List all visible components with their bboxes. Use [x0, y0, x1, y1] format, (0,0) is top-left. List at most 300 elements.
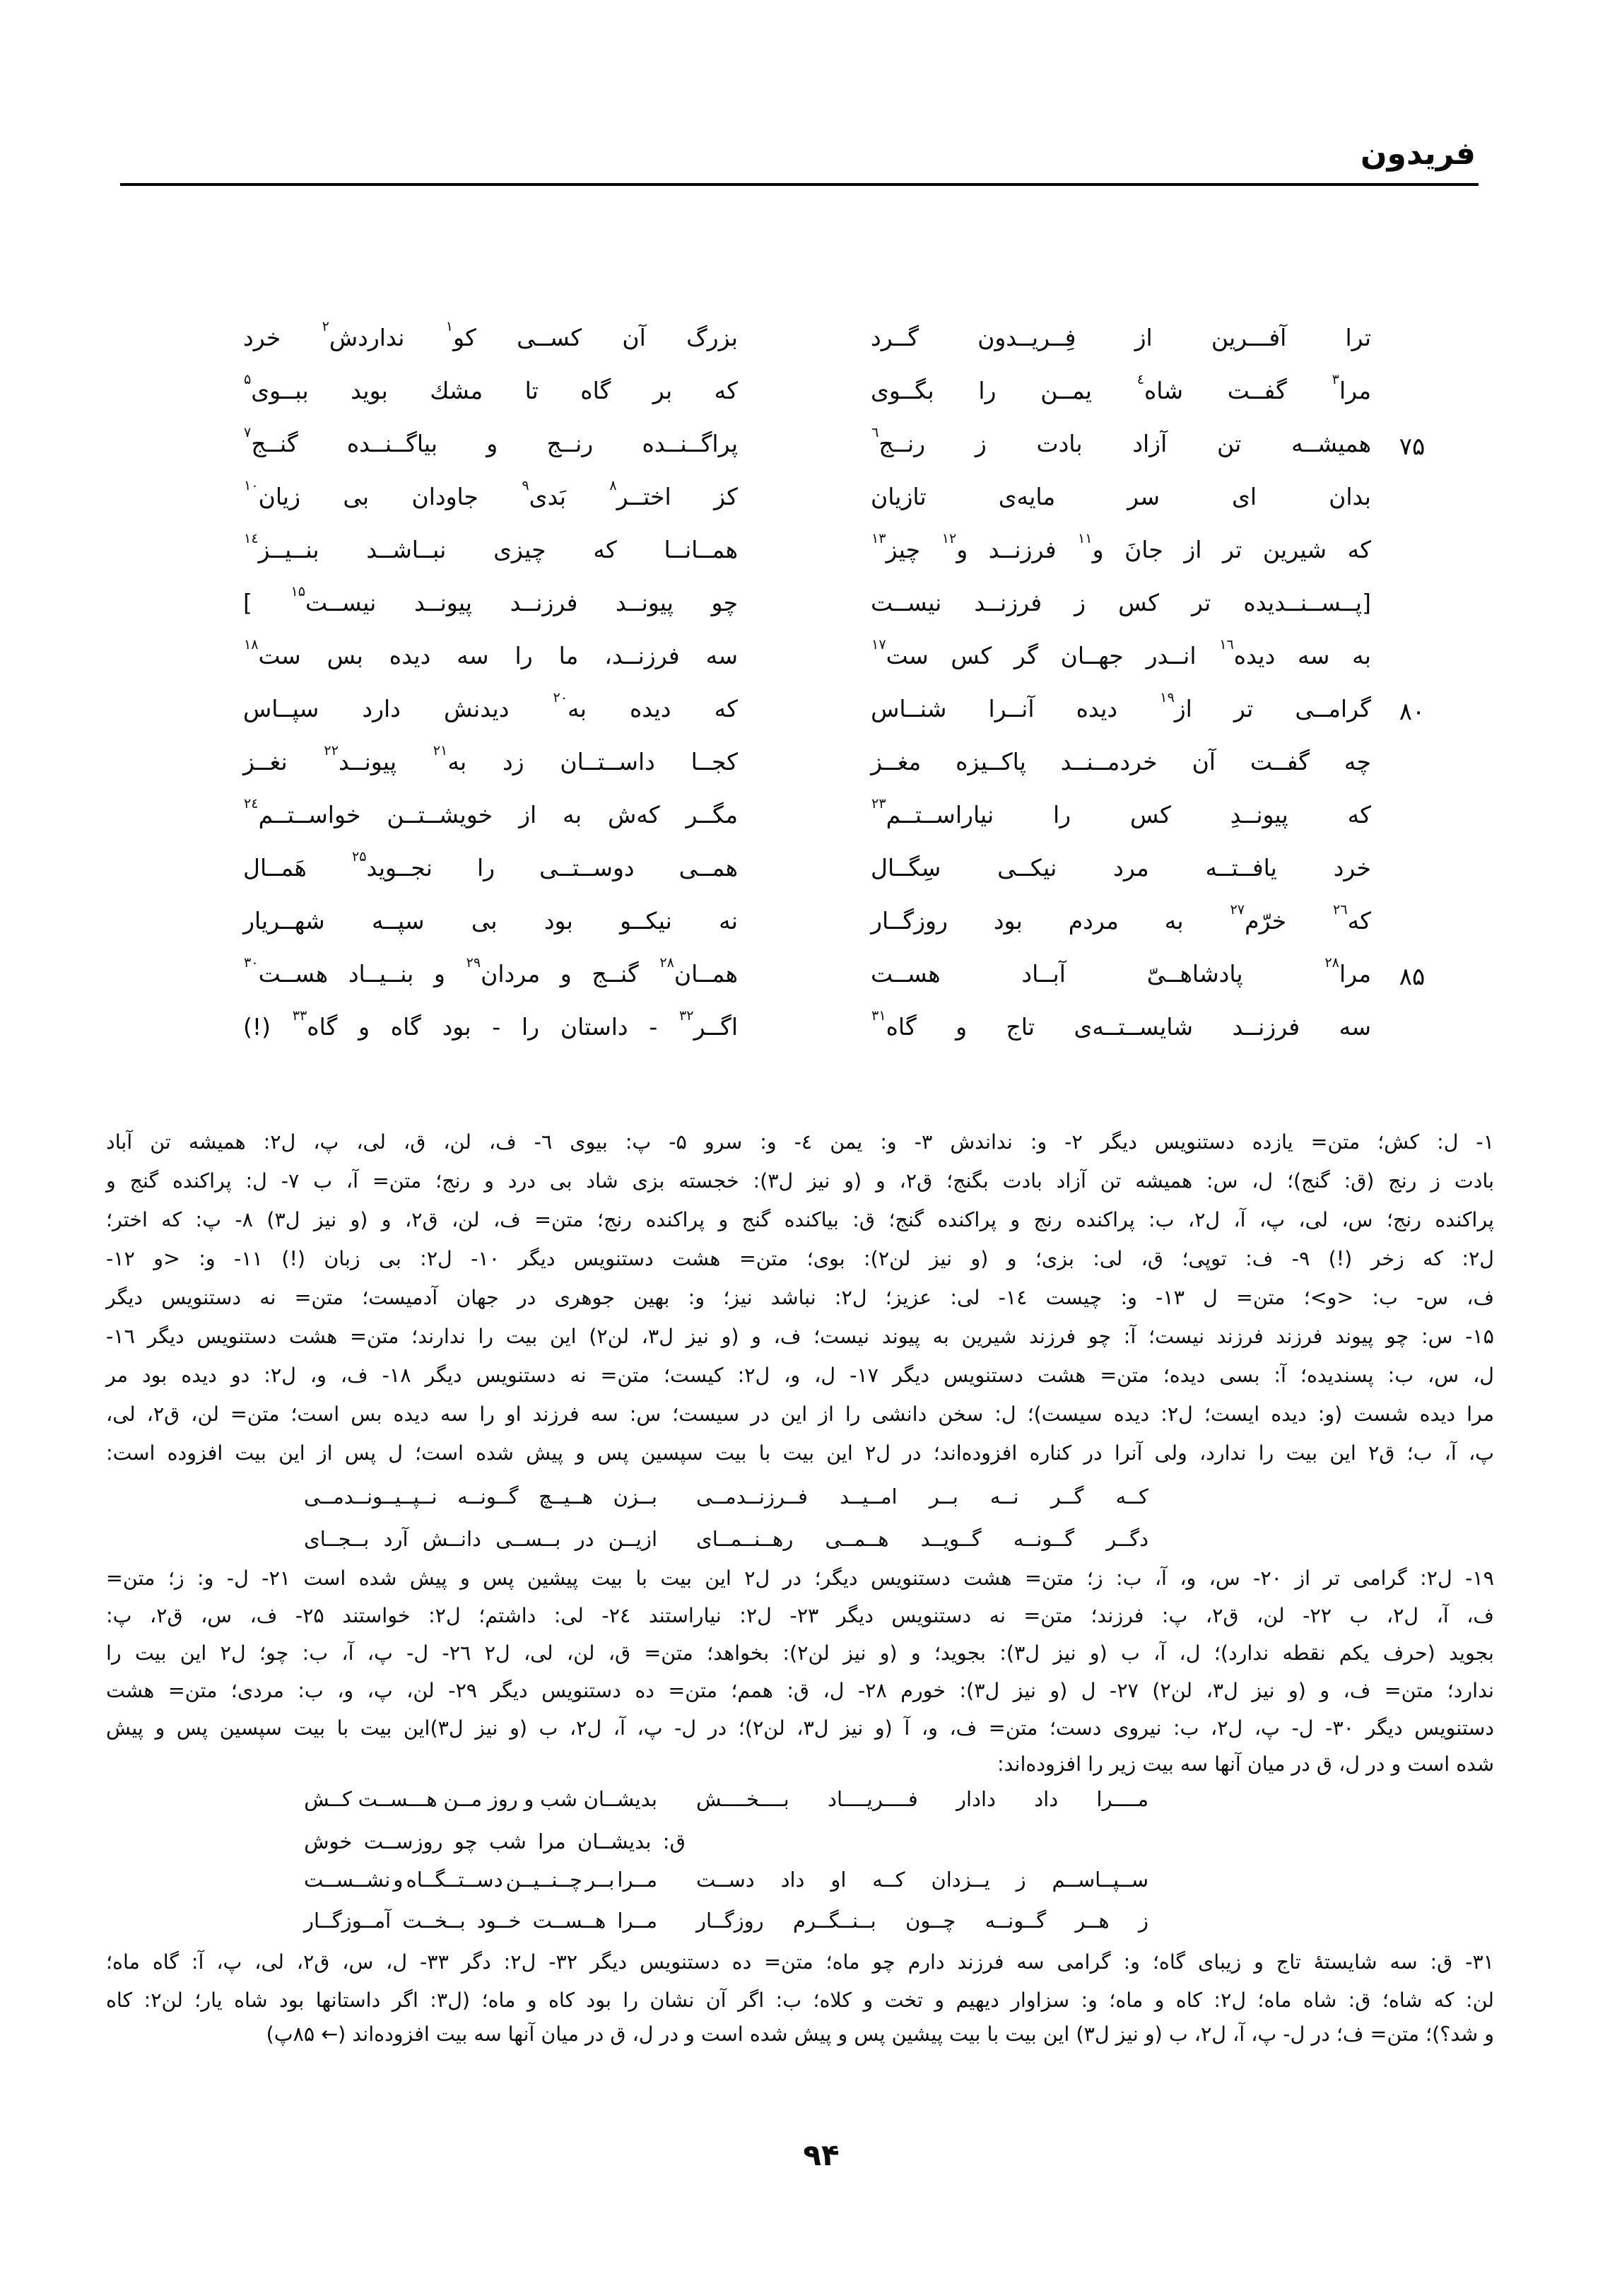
word: انــدر — [1146, 642, 1197, 669]
word: کو$^۱$ — [445, 318, 476, 351]
word: چــون — [905, 1909, 956, 1933]
couplet-hemistich-left — [304, 1909, 657, 1933]
apparatus-note-line: ۳۱- ق: سه شایستهٔ تاج و زیبای گاه؛ و: گرامی سه فرزند دارم چو ماه؛ متن= ده دستنویس دیگر ۳۲- ل۲: دگر ۳۳- ل، س، ق۲، لی، پ، آ: گاه ماه؛ — [106, 1950, 1494, 1974]
apparatus-couplet — [0, 1787, 1610, 1827]
word: هــیــچ — [539, 1484, 593, 1509]
word: ق: — [662, 1829, 686, 1853]
word: از — [1184, 536, 1202, 563]
word: خردمــنــد — [1060, 748, 1158, 775]
word: - — [649, 1013, 658, 1041]
word: زد — [502, 748, 524, 775]
footnote-ref: ۷ — [244, 424, 252, 441]
word: گاه$^{۳۳}$ — [292, 1007, 338, 1041]
word: کــه — [872, 1868, 905, 1892]
word: ست$^{۱۸}$ — [244, 636, 301, 669]
couplet-hemistich-right — [696, 1484, 1148, 1509]
verse-number: ۸۰ — [1399, 698, 1426, 726]
word: کز — [714, 483, 738, 510]
word: تر — [1222, 536, 1242, 563]
word: بدیشــان — [577, 1829, 652, 1853]
word: بیاگــنــده — [346, 430, 438, 457]
word: مردان$^{۲۹}$ — [466, 954, 541, 988]
footnote-ref: ۱۰ — [244, 477, 259, 494]
footnote-ref: ۲۸ — [659, 954, 674, 971]
hemistich-left — [243, 318, 738, 351]
word: زیان$^{۱۰}$ — [244, 477, 301, 510]
word: رنــج$^٦$ — [871, 424, 926, 457]
word: گاه — [580, 377, 611, 404]
word: فرزنــد — [974, 589, 1042, 616]
footnote-ref: ۱۱ — [1078, 530, 1093, 547]
hemistich-right — [871, 854, 1371, 882]
word: مــــرا — [1096, 1787, 1148, 1811]
word: بی — [471, 907, 498, 935]
word: مرا — [538, 1829, 566, 1853]
footnote-ref: ۸ — [609, 477, 617, 494]
word: تاج — [1006, 1013, 1035, 1041]
apparatus-couplet — [0, 1527, 1610, 1566]
word: پیونــد — [413, 589, 472, 616]
word: گاه — [390, 1013, 421, 1041]
footnote-ref: ۱۳ — [871, 530, 886, 547]
apparatus-note-line: ۱- ل: کش؛ متن= یازده دستنویس دیگر ۲- و: نداندش ۳- و: یمن ٤- و: سرو ۵- پ: بیوی ٦- ف، لن، ق، لی، پ، ل۲: همیشه تن آباد — [106, 1130, 1494, 1154]
hemistich-right — [871, 371, 1371, 404]
verse-line — [0, 477, 1610, 532]
verse-line — [0, 371, 1610, 426]
word: سه — [1298, 642, 1330, 669]
footnote-ref: ۳۰ — [244, 954, 259, 971]
word: سپــاس — [243, 695, 319, 722]
couplet-hemistich-left — [304, 1829, 686, 1853]
hemistich-right — [871, 954, 1371, 988]
word: مغــز — [871, 748, 922, 775]
word: - — [492, 1013, 501, 1041]
word: همــان$^{۲۸}$ — [659, 954, 738, 988]
hemistich-right — [871, 530, 1371, 563]
hemistich-left — [243, 424, 738, 457]
word: نــه — [989, 1484, 1019, 1509]
hemistich-right — [871, 1007, 1371, 1041]
footnote-ref: ۱٦ — [1219, 636, 1234, 653]
word: مشك — [430, 377, 483, 404]
word: تر — [1233, 695, 1254, 722]
hemistich-left — [243, 848, 738, 882]
hemistich-left — [243, 907, 738, 935]
verse-line — [0, 583, 1610, 638]
footnote-ref: ۹ — [522, 477, 529, 494]
word: دگــر — [1106, 1527, 1148, 1551]
word: و — [393, 1868, 404, 1892]
word: تن — [1217, 430, 1242, 457]
word: که — [593, 536, 617, 563]
word: همــانــا — [664, 536, 738, 563]
word: خوش — [304, 1829, 353, 1853]
word: روزگــار — [696, 1909, 764, 1933]
word: ست$^{۱۷}$ — [871, 636, 929, 669]
word: مرد — [1113, 854, 1149, 882]
word: ســپــاســم — [1052, 1868, 1148, 1892]
word: گــر — [1050, 1484, 1084, 1509]
word: سِگــال — [871, 854, 941, 882]
apparatus-note-line: ف، آ، ل۲، ب ۲۲- لن، ق۲، پ: فرزند؛ متن= نه دستنویس دیگر ۲۳- ل۲: نیاراستند ۲٤- لی: داشتم؛ ل۲: خواستند ۲۵- ف، س، ق۲، پ: — [106, 1604, 1494, 1627]
word: را — [476, 854, 495, 882]
footnote-ref: ۱٤ — [244, 530, 259, 547]
word: خرد — [243, 324, 281, 351]
word: [پــســنــدیده — [1243, 589, 1371, 616]
word: بوید — [351, 377, 388, 404]
hemistich-right — [871, 589, 1371, 616]
word: داد — [780, 1868, 805, 1892]
word: بــر — [585, 1868, 615, 1892]
word: مایه‌ی — [998, 483, 1056, 510]
word: فرزنــد — [1232, 1013, 1300, 1041]
word: بادت — [1036, 430, 1083, 457]
word: ] — [243, 589, 252, 616]
word: بــخــت — [402, 1909, 466, 1933]
word: چیزی — [493, 536, 546, 563]
verse-line — [0, 636, 1610, 691]
footnote-ref: ۳ — [1332, 371, 1339, 388]
word: فرزنــد — [988, 536, 1057, 563]
word: جاودان — [411, 483, 478, 510]
word: داســتــان — [560, 748, 655, 775]
word: جهــان — [1060, 642, 1124, 669]
word: خویشــتــن — [387, 801, 493, 828]
word: سپــه — [371, 907, 425, 935]
word: دیده — [630, 695, 671, 722]
word: و — [524, 1787, 534, 1811]
word: بنــیــاد — [348, 960, 414, 988]
word: گفــت — [1227, 377, 1287, 404]
footnote-ref: ۲۷ — [1230, 901, 1245, 918]
couplet-hemistich-right — [696, 1787, 1148, 1811]
verse-line — [0, 1007, 1610, 1062]
word: خــود — [476, 1909, 522, 1933]
word: گرامــی — [1295, 695, 1371, 722]
word: و — [434, 960, 445, 988]
word: را — [1053, 801, 1071, 828]
word: روزگــار — [871, 907, 948, 935]
hemistich-left — [243, 530, 738, 563]
word: بود — [993, 907, 1023, 935]
apparatus-couplet — [0, 1909, 1610, 1948]
word: بی — [343, 483, 370, 510]
hemistich-right — [871, 795, 1371, 828]
footnote-ref: ۲۳ — [871, 795, 886, 812]
word: و$^{۱۲}$ — [941, 530, 968, 563]
word: به — [1352, 642, 1371, 669]
word: شایســتــه‌ی — [1074, 1013, 1193, 1041]
apparatus-note-line: مرا دیده شست (و: دیده ایست؛ ل۲: دیده سیست)؛ ل: سخن دانشی را از این در سیست؛ س: سه فرزند او را سه دیده بس است؛ متن= لن، ق۲، لی، — [106, 1402, 1494, 1426]
footnote-ref: ۱۷ — [871, 636, 886, 653]
word: سه — [1339, 1013, 1371, 1041]
word: از$^{۱۹}$ — [1160, 689, 1192, 722]
word: همیشــه — [1291, 430, 1371, 457]
word: کــه — [1115, 1484, 1148, 1509]
word: هســت — [871, 960, 941, 988]
word: هــســت — [532, 1909, 606, 1933]
word: او — [830, 1868, 847, 1892]
word: هــمــی — [825, 1527, 889, 1551]
word: سه — [705, 642, 738, 669]
word: دیده$^{۱٦}$ — [1219, 636, 1276, 669]
word: که$^{۲٦}$ — [1333, 901, 1371, 935]
word: روز — [488, 1787, 518, 1811]
word: دســتــگــاه — [406, 1868, 503, 1892]
verse-line — [0, 530, 1610, 585]
word: همــی — [678, 854, 738, 882]
footnote-ref: ۲٦ — [1333, 901, 1348, 918]
hemistich-left — [243, 689, 738, 722]
word: به — [563, 801, 582, 828]
verse-line — [0, 901, 1610, 956]
hemistich-right — [871, 689, 1371, 722]
footnote-ref: ۲ — [322, 318, 329, 335]
word: به — [1164, 907, 1184, 935]
word: آبــاد — [1021, 960, 1066, 988]
word: که — [1347, 536, 1371, 563]
word: فــرزنــدمــی — [696, 1484, 808, 1509]
footnote-ref: ٤ — [1136, 371, 1144, 388]
word: بــجــای — [304, 1527, 370, 1551]
word: شب — [540, 1787, 577, 1811]
hemistich-left — [243, 636, 738, 669]
word: چیز$^{۱۳}$ — [871, 530, 921, 563]
apparatus-note-line: پ، آ، ب؛ ق۲ این بیت را ندارد، ولی آنرا در کناره افزوده‌اند؛ در ل۲ این بیت با بیت سپسین پس و پیش شده است؛ ل پس از این بیت افزوده است: — [106, 1441, 1494, 1465]
word: آن — [622, 324, 646, 351]
word: دوســتــی — [539, 854, 635, 882]
word: گــویــد — [920, 1527, 982, 1551]
word: چه — [1344, 748, 1371, 775]
hemistich-left — [243, 477, 738, 510]
verse-line — [0, 689, 1610, 744]
couplet-hemistich-right — [696, 1909, 1148, 1933]
word: و — [560, 960, 572, 988]
word: کجــا — [691, 748, 738, 775]
word: دســت — [696, 1868, 755, 1892]
word: روزســت — [363, 1829, 443, 1853]
word: ز — [975, 430, 987, 457]
word: یافــتــه — [1205, 854, 1277, 882]
footnote-ref: ۲۰ — [553, 689, 568, 706]
word: رنــج — [546, 430, 594, 457]
word: نیاراســتــم$^{۲۳}$ — [871, 795, 994, 828]
couplet-hemistich-left — [304, 1868, 657, 1892]
word: گفــت — [1250, 748, 1310, 775]
word: مگــر — [686, 801, 738, 828]
word: کــش — [304, 1787, 352, 1811]
word: بگــوی — [871, 377, 934, 404]
word: پیونــدِ — [1230, 801, 1288, 828]
footnote-ref: ٦ — [871, 424, 879, 441]
word: از — [519, 801, 537, 828]
couplet-hemistich-left — [304, 1484, 657, 1509]
apparatus-note-line: لن: که شاه؛ ق: شاه ماه؛ ل۲: کاه و ماه؛ و: سزاوار دیهیم و تخت و کلاه؛ ب: اگر آن نشان را بود کاه و ماه؛ (ل۳: اگر داستانها بود شاه یار؛ لن۲: کاه — [106, 1988, 1494, 2012]
word: گــونــه — [1013, 1527, 1075, 1551]
apparatus-note-line: ۱۹- ل۲: گرامی تر از ۲۰- س، و، آ، ب: ز؛ متن= هشت دستنویس دیگر؛ در ل۲ این بیت با بیت پیشین پس و پیش شده است ۲۱- ل- و: ز؛ متن= — [106, 1566, 1494, 1590]
word: ازیــن — [608, 1527, 657, 1551]
word: داد — [1034, 1787, 1059, 1811]
footnote-ref: ۱۹ — [1160, 689, 1175, 706]
word: را — [521, 1013, 540, 1041]
word: یــزدان — [931, 1868, 990, 1892]
apparatus-note-line: شده است و در ل، ق در میان آنها سه بیت زیر را افزوده‌اند: — [997, 1752, 1494, 1776]
footnote-ref: ۳۳ — [292, 1007, 307, 1024]
apparatus-couplet — [0, 1868, 1610, 1907]
apparatus-note-line: و شد؟)؛ متن= ف؛ در ل- پ، آ، ل۲، ب (و نیز ل۳) این بیت با بیت پیشین پس و پیش شده است و در ل، ق در میان آنها سه بیت افزوده‌اند (← ۸۵پ) — [266, 2022, 1494, 2046]
word: دیدنش — [443, 695, 510, 722]
word: یمــن — [1040, 377, 1092, 404]
word: هســت$^{۳۰}$ — [244, 954, 329, 988]
word: پیونــد — [615, 589, 674, 616]
word: کســی — [517, 324, 582, 351]
couplet-hemistich-right — [696, 1527, 1148, 1551]
apparatus-note-line: ل، س، ب: پسندیده؛ آ: بسی دیده؛ متن= هشت دستنویس دیگر ۱۷- ل، و، ل۲: کیست؛ متن= نه دستنویس دیگر ۱۸- ف، و، ل۲: دو دیده بود مر — [106, 1364, 1494, 1387]
verse-line — [0, 424, 1610, 479]
word: بَدی$^۹$ — [522, 477, 566, 510]
word: نــپــیــونــدمــی — [304, 1484, 437, 1509]
word: ز — [1138, 1909, 1148, 1933]
word: گــونــه — [457, 1484, 519, 1509]
word: (!) — [243, 1013, 271, 1041]
word: که — [714, 695, 738, 722]
word: و — [358, 1013, 370, 1041]
word: مــرا — [617, 1909, 657, 1933]
word: چو — [711, 589, 738, 616]
word: آرد — [383, 1527, 409, 1551]
word: سر — [1127, 483, 1161, 510]
word: دانــش — [422, 1527, 481, 1551]
word: شاه$^٤$ — [1136, 371, 1183, 404]
page-number: ۹۴ — [803, 2138, 840, 2172]
hemistich-right — [871, 748, 1371, 775]
word: مــرا — [617, 1868, 657, 1892]
word: اگــر$^{۳۲}$ — [679, 1007, 738, 1041]
word: فرزنــد — [510, 589, 578, 616]
word: نه — [719, 907, 738, 935]
couplet-hemistich-right — [696, 1868, 1148, 1892]
word: نشــســت — [304, 1868, 391, 1892]
word: گر — [1013, 642, 1038, 669]
word: فــــریــــاد — [828, 1787, 918, 1811]
apparatus-note-line: بادت ز رنج (ق: گنج)؛ ل، س: همیشه تن آزاد بادت بگنج؛ ق۲، و (و نیز ل۳): خجسته بزی شاد بی درد و رنج؛ متن= آ، ب ۷- ل: پراکنده گنج و — [106, 1169, 1495, 1193]
verse-line — [0, 795, 1610, 850]
hemistich-left — [243, 742, 738, 775]
header-rule — [120, 183, 1479, 186]
word: دادار — [956, 1787, 996, 1811]
word: به$^{۲۱}$ — [433, 742, 467, 775]
verse-line — [0, 848, 1610, 903]
word: چو — [454, 1829, 478, 1853]
word: گــرد — [871, 324, 919, 351]
word: را — [978, 377, 997, 404]
word: داستان — [560, 1013, 628, 1041]
word: رهــنــمــای — [696, 1527, 794, 1551]
word: دیده — [1076, 695, 1118, 722]
word: سه — [457, 642, 489, 669]
apparatus-note-line: بجوید (حرف یکم نقطه ندارد)؛ ل، آ، ب (و نیز ل۳): بجوید؛ و (و نیز لن۲): بخواهد؛ متن= ق، لن، لی، ل۲ ۲٦- ل- پ، آ، ب: چو؛ ل۲ این بیت را — [106, 1641, 1494, 1665]
word: مردم — [1068, 907, 1119, 935]
word: بــســی — [495, 1527, 561, 1551]
word: گنــج — [592, 960, 639, 988]
word: خواســتــم$^{۲٤}$ — [244, 795, 361, 828]
footnote-ref: ۵ — [244, 371, 252, 388]
word: ترا — [1345, 324, 1371, 351]
word: هــر — [1075, 1909, 1110, 1933]
couplet-hemistich-left — [304, 1527, 657, 1551]
word: از — [1134, 324, 1153, 351]
word: گنــج$^۷$ — [244, 424, 298, 457]
apparatus-couplet — [0, 1484, 1610, 1524]
verse-number: ۸۵ — [1399, 963, 1426, 991]
word: بس — [327, 642, 363, 669]
hemistich-left — [243, 583, 738, 616]
word: ما — [558, 642, 579, 669]
word: و — [486, 430, 498, 457]
word: که — [1347, 801, 1371, 828]
word: بر — [652, 377, 673, 404]
word: به$^{۲۰}$ — [553, 689, 587, 722]
word: اختــر$^۸$ — [609, 477, 671, 510]
word: ای — [1232, 483, 1257, 510]
word: نداردش$^۲$ — [322, 318, 405, 351]
word: نغــز — [243, 748, 288, 775]
word: نجــوید$^{۲۵}$ — [351, 848, 433, 882]
apparatus-note-line: پراکنده رنج؛ س، لی، پ، آ، ل۲، ب: پراکنده رنج و پراکنده گنج؛ ق: بیاکنده گنج و پراکنده رنج؛ متن= ف، لن، ق۲، و (و نیز ل۳) ۸- پ: که اختر؛ — [106, 1208, 1494, 1231]
hemistich-left — [243, 1007, 738, 1041]
apparatus-note-line: ۱۵- س: چو پیوند فرزند فرزند نیست؛ آ: چو فرزند شیرین به پیوند نیست؛ ف، و (و نیز ل۳، لن۲) این بیت را ندارند؛ متن= هشت دستنویس دیگر ۱٦- — [106, 1325, 1494, 1348]
word: تا — [524, 377, 539, 404]
word: بدیشــان — [583, 1787, 657, 1811]
word: مــن — [443, 1787, 482, 1811]
footnote-ref: ۳۲ — [679, 1007, 694, 1024]
word: شنــاس — [871, 695, 947, 722]
verse-line — [0, 742, 1610, 797]
apparatus-note-line: دستنویس دیگر ۳۰- ل- پ، ل۲، ب: نیروی دست؛ متن= ف، و، آ (و نیز ل۳، لن۲)؛ در ل- پ، آ، ل۲، ب (و نیز ل۳)این بیت با بیت سپسین پس و پیش — [106, 1716, 1495, 1740]
footnote-ref: ۱۲ — [941, 530, 957, 547]
word: جانَ — [1124, 536, 1163, 563]
footnote-ref: ۲٤ — [244, 795, 259, 812]
word: امــیــد — [840, 1484, 898, 1509]
word: هَمــال — [243, 854, 307, 882]
hemistich-left — [243, 954, 738, 988]
footnote-ref: ۲۱ — [433, 742, 448, 759]
word: دیده — [389, 642, 431, 669]
word: نیکــو — [620, 907, 672, 935]
verse-line — [0, 318, 1610, 373]
word: و$^{۱۱}$ — [1078, 530, 1104, 563]
hemistich-right — [871, 424, 1371, 457]
footnote-ref: ۲۹ — [466, 954, 481, 971]
hemistich-right — [871, 324, 1371, 351]
word: آفـــرین — [1211, 324, 1287, 351]
word: آمــوزگــار — [304, 1909, 392, 1933]
word: مرا$^۳$ — [1332, 371, 1371, 404]
word: نیســت$^{۱۵}$ — [290, 583, 377, 616]
couplet-hemistich-left — [304, 1787, 657, 1811]
word: بــــخــــش — [696, 1787, 789, 1811]
hemistich-left — [243, 795, 738, 828]
apparatus-note-line: ندارد؛ متن= ف، و (و نیز ل۳، لن۲) ۲۷- ل (و نیز ل۳): خورم ۲۸- ل، ق: همم؛ متن= ده دستنویس دیگر ۲۹- لن، پ، و، ب: مردی؛ متن= هشت — [106, 1679, 1494, 1702]
chapter-title: فریدون — [1360, 136, 1476, 172]
footnote-ref: ۲۵ — [351, 848, 367, 865]
word: بــزن — [613, 1484, 657, 1509]
word: مرا$^{۲۸}$ — [1324, 954, 1371, 988]
footnote-ref: ۲۸ — [1324, 954, 1339, 971]
word: آنــرا — [988, 695, 1035, 722]
word: پراگــنــده — [642, 430, 738, 457]
word: پیونــد$^{۲۲}$ — [324, 742, 397, 775]
